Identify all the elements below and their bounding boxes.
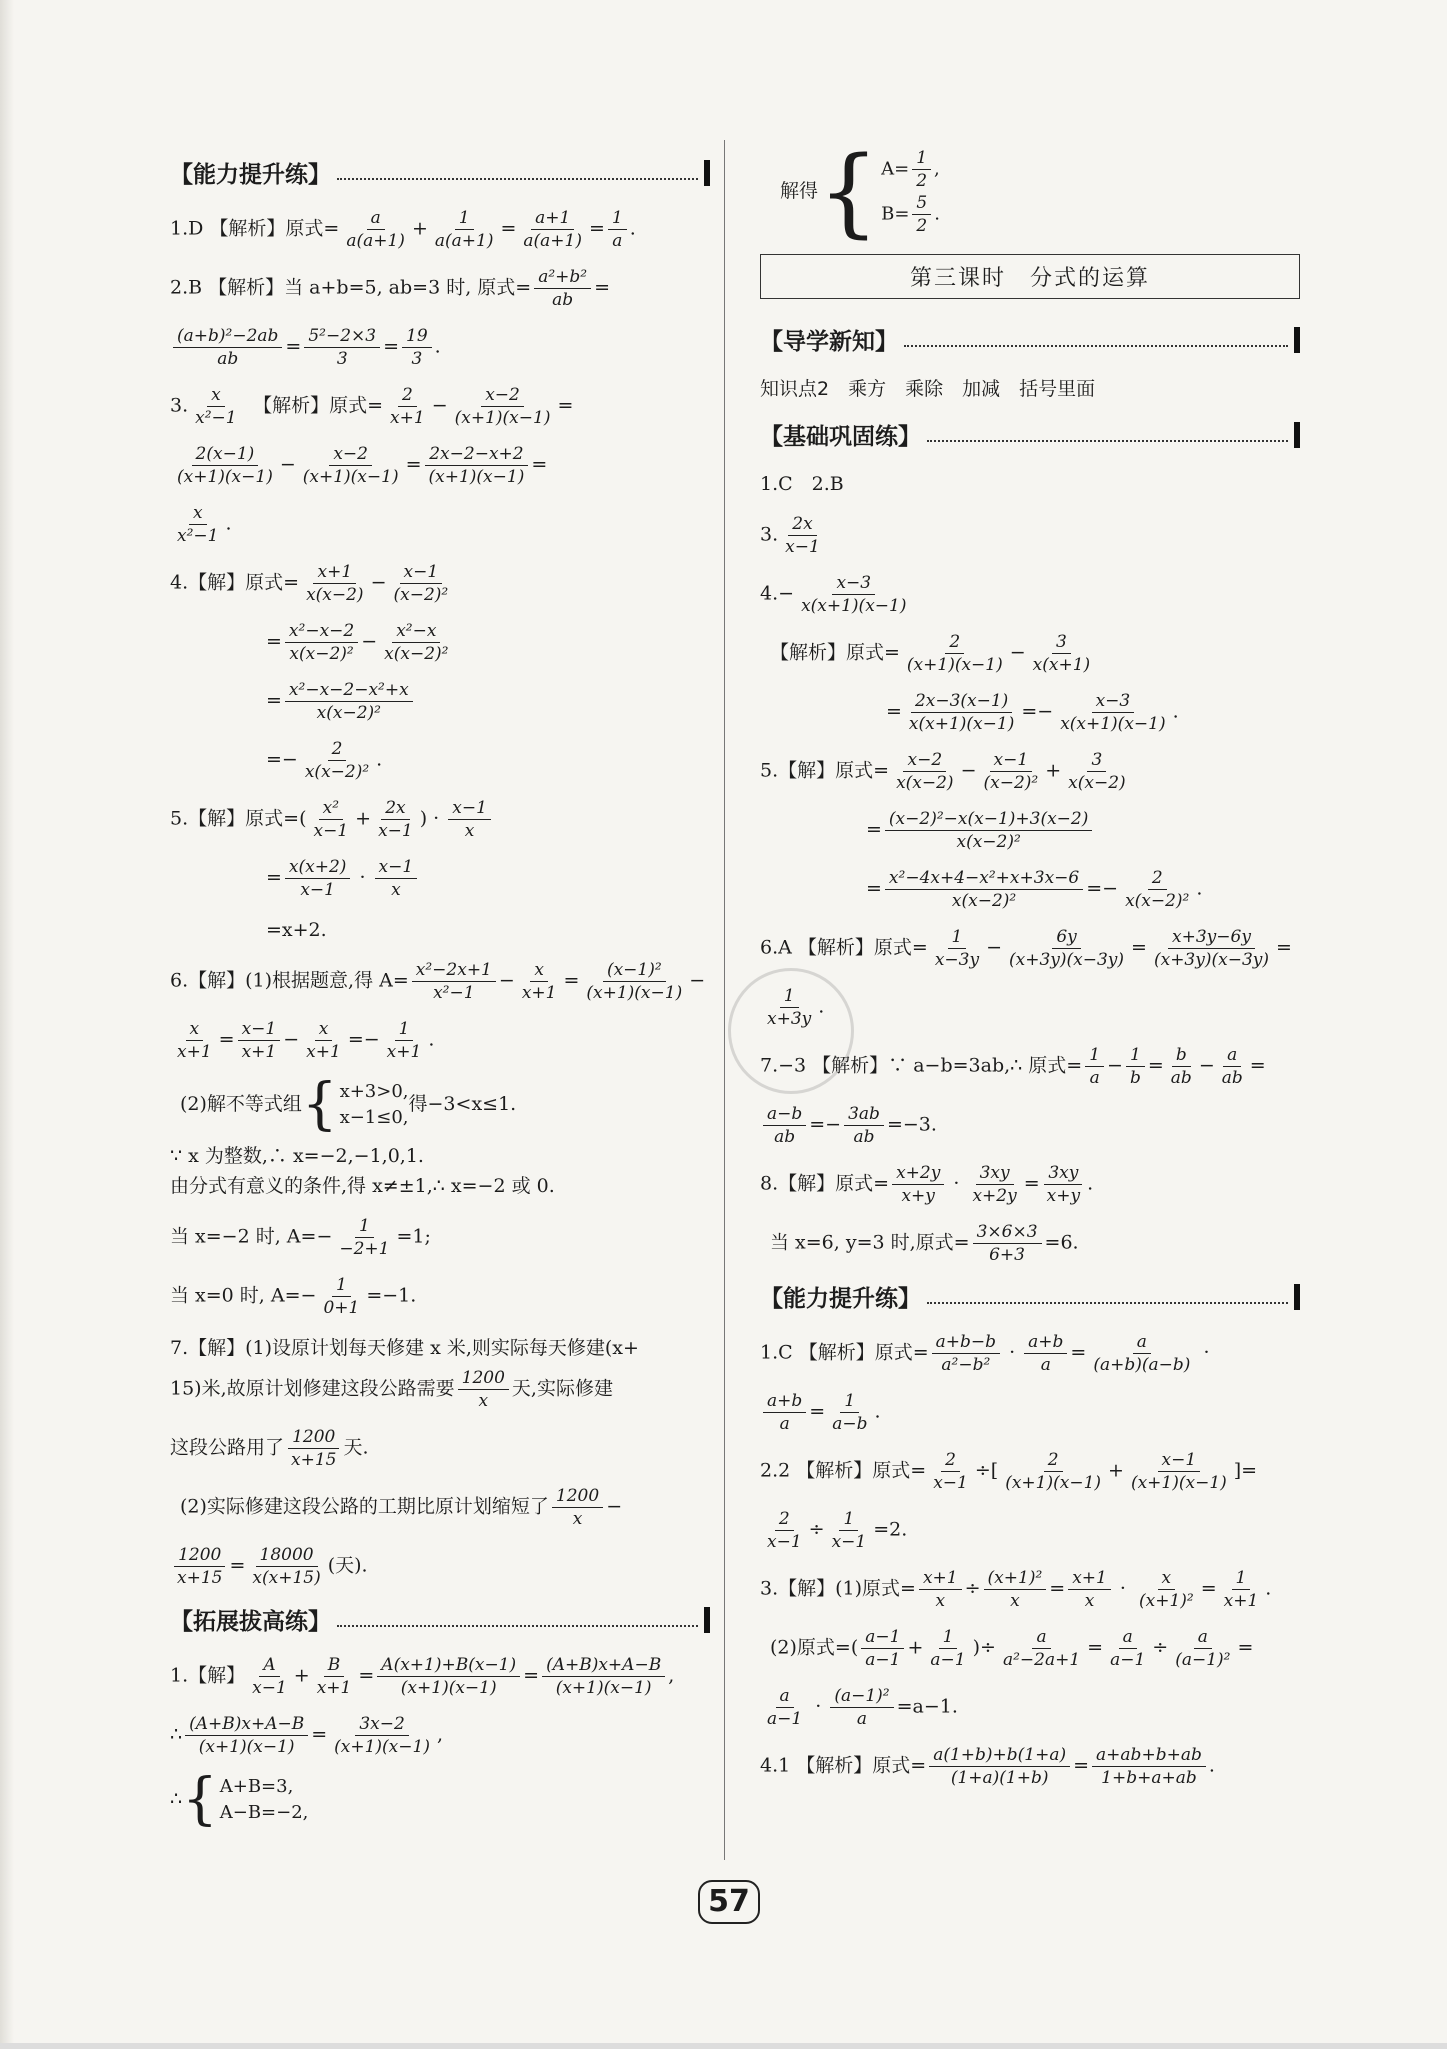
extension-1: 1.【解】 $\frac{A}{x-1}$ + $\frac{B}{x+1}$ = $\frac{A(x+1)+B(x-1)}{(x+1)(x-1)}$ = $\frac{(A+B)x+A-B}{(x+1)(x-1)}$ ,: [170, 1655, 675, 1698]
section-header-guide: 【导学新知】: [760, 323, 1300, 356]
answer-6-part2: (2)解不等式组 { x+3>0, x−1≤0, 得−3<x≤1.: [180, 1072, 517, 1137]
right-column: [760, 136, 1300, 1803]
ability-2-end: $\frac{2}{x-1}$ ÷ $\frac{1}{x-1}$ =2.: [767, 1509, 908, 1552]
ability-4: 4.1 【解析】原式= $\frac{a(1+b)+b(1+a)}{(1+a)(1+b)}$ = $\frac{a+ab+b+ab}{1+b+a+ab}$ .: [760, 1745, 1215, 1788]
basic-4-analysis: 【解析】原式= $\frac{2}{(x+1)(x-1)}$ − $\frac{3}{x(x+1)}$: [770, 632, 1091, 675]
basic-5: 5.【解】原式= $\frac{x-2}{x(x-2)}$ − $\frac{x-1}{\text{(x−2)²}}$ + $\frac{3}{x(x-2)}$: [760, 750, 1126, 793]
column-divider: [724, 140, 725, 1860]
basic-7: 7.−3 【解析】∵ a−b=3ab,∴ 原式= $\frac{1}{a}$ − $\frac{1}{b}$ = $\frac{b}{ab}$ − $\frac{a}{ab}$ =: [760, 1045, 1266, 1088]
answer-3: 3. $\frac{x}{\text{x²−1}}$ 【解析】原式= $\frac{2}{x+1}$ − $\frac{x-2}{(x+1)(x-1)}$ =: [170, 385, 574, 428]
basic-8-eval: 当 x=6, y=3 时,原式= $\frac{3\times 6\times 3}{6+3}$ =6.: [770, 1222, 1079, 1265]
basic-5-step3: = $\frac{\text{x²−4x+4−x²+x+3x−6}}{\text{x(x−2)²}}$ =− $\frac{2}{\text{x(x−2)²}}$ .: [866, 868, 1203, 911]
section-header-basic: 【基础巩固练】: [760, 418, 1300, 451]
solution-system: 解得 { A= $\frac{1}{2}$ , B= $\frac{5}{2}$ .: [780, 136, 940, 248]
basic-5-step2: = $\frac{\text{(x−2)²−x(x−1)+3(x−2)}}{\text{x(x−2)²}}$: [760, 808, 1300, 853]
answer-7: 7.【解】(1)设原计划每天修建 x 米,则实际每天修建(x+: [170, 1337, 639, 1359]
ability-1-end: $\frac{a+b}{a}$ = $\frac{1}{a-b}$ .: [760, 1390, 1300, 1435]
knowledge-point: 知识点2 乘方 乘除 加减 括号里面: [760, 378, 1096, 400]
answer-6-integer: ∵ x 为整数,∴ x=−2,−1,0,1.: [170, 1145, 424, 1167]
answer-6: 6.【解】(1)根据题意,得 A= $\frac{\text{x²−2x+1}}{\text{x²−1}}$ − $\frac{x}{x+1}$ = $\frac{\text{(x−1)²}}{(x+1)(x-1)}$ −: [170, 960, 706, 1003]
ability-3: 3.【解】(1)原式= $\frac{x+1}{x}$ ÷ $\frac{\text{(x+1)²}}{x}$ = $\frac{x+1}{x}$ · $\frac{x}{\text{(x+1)²}}$ = $\frac{1}{x+1}$ .: [760, 1568, 1272, 1611]
ability-2: 2.2 【解析】原式= $\frac{2}{x-1}$ ÷[ $\frac{2}{(x+1)(x-1)}$ + $\frac{x-1}{(x+1)(x-1)}$ ]=: [760, 1450, 1258, 1493]
basic-8: 8.【解】原式= $\frac{x+2y}{x+y}$ · $\frac{3xy}{x+2y}$ = $\frac{3xy}{x+y}$ .: [760, 1163, 1094, 1206]
answer-7-cont2: 这段公路用了 $\frac{1200}{x+15}$ 天.: [170, 1427, 369, 1470]
answer-6-case2: 当 x=0 时, A=− $\frac{1}{0+1}$ =−1.: [170, 1275, 417, 1318]
section-header-ability-2: 【能力提升练】: [760, 1280, 1300, 1313]
stamp-seal: [728, 968, 854, 1094]
extension-1-system: ∴ { A+B=3, A−B=−2,: [170, 1767, 309, 1832]
basic-6: 6.A 【解析】原式= $\frac{1}{x-3y}$ − $\frac{6y}{(x+3y)(x-3y)}$ = $\frac{x+3y-6y}{(x+3y)(x-3y)}$ =: [760, 927, 1292, 970]
basic-1-2: 1.C 2.B: [760, 473, 844, 495]
answer-2: 2.B 【解析】当 a+b=5, ab=3 时, 原式= $\frac{\text{a²+b²}}{ab}$ =: [170, 267, 611, 310]
page-number: 57: [698, 1880, 760, 1924]
answer-3-end: $\frac{x}{\text{x²−1}}$ .: [177, 503, 232, 546]
answer-7-cont: 15)米,故原计划修建这段公路需要 $\frac{1200}{x}$ 天,实际修建: [170, 1368, 613, 1411]
basic-7-end: $\frac{a-b}{ab}$ =− $\frac{3ab}{ab}$ =−3.: [760, 1103, 1300, 1148]
answer-6-cont: $\frac{x}{x+1}$ = $\frac{x-1}{x+1}$ − $\frac{x}{x+1}$ =− $\frac{1}{x+1}$ .: [177, 1019, 435, 1062]
answer-3-cont: $\frac{2(x-1)}{(x+1)(x-1)}$ − $\frac{x-2}{(x+1)(x-1)}$ = $\frac{2x-2-x+2}{(x+1)(x-1)}$ =: [177, 444, 548, 487]
basic-6-end: $\frac{1}{x+3y}$ .: [767, 986, 825, 1029]
torn-edge: [0, 0, 14, 2049]
answer-5-step3: =x+2.: [266, 919, 327, 941]
extension-1-cont: ∴ $\frac{(A+B)x+A-B}{(x+1)(x-1)}$ = $\frac{3x-2}{(x+1)(x-1)}$ ,: [170, 1714, 444, 1757]
bottom-edge: [0, 2043, 1447, 2049]
basic-4: 4.− $\frac{x-3}{x(x+1)(x-1)}$: [760, 573, 907, 616]
answer-6-case1: 当 x=−2 时, A=− $\frac{1}{-2+1}$ =1;: [170, 1216, 431, 1259]
answer-6-condition: 由分式有意义的条件,得 x≠±1,∴ x=−2 或 0.: [170, 1175, 555, 1197]
section-header-ability: 【能力提升练】: [170, 156, 710, 189]
answer-4-step2: = $\frac{\text{x²−x−2}}{\text{x(x−2)²}}$ − $\frac{\text{x²−x}}{\text{x(x−2)²}}$: [266, 621, 449, 664]
answer-5: 5.【解】原式=( $\frac{\text{x²}}{x-1}$ + $\frac{2x}{x-1}$ ) · $\frac{x-1}{x}$: [170, 797, 710, 842]
left-column: [170, 150, 710, 1842]
basic-3: 3. $\frac{2x}{x-1}$: [760, 514, 820, 557]
basic-4-step2: = $\frac{2x-3(x-1)}{x(x+1)(x-1)}$ =− $\frac{x-3}{x(x+1)(x-1)}$ .: [886, 691, 1179, 734]
lesson-title: 第三课时 分式的运算: [760, 254, 1300, 299]
answer-4: 4.【解】原式= $\frac{x+1}{x(x-2)}$ − $\frac{x-1}{\text{(x−2)²}}$: [170, 562, 449, 605]
ability-3-part2: (2)原式=( $\frac{a-1}{a-1}$ + $\frac{1}{a-1}$ )÷ $\frac{a}{\text{a²−2a+1}}$ = $\frac{a}{a-1}$ ÷ $\frac{a}{\text{(a−1)²}}$ =: [770, 1627, 1254, 1670]
ability-3-end: $\frac{a}{a-1}$ · $\frac{\text{(a−1)²}}{a}$ =a−1.: [767, 1686, 958, 1729]
answer-2-cont: $\frac{\text{(a+b)²−2ab}}{ab}$ = $\frac{\text{5²−2×3}}{3}$ = $\frac{19}{3}$ .: [170, 325, 710, 370]
answer-7-end: $\frac{1200}{x+15}$ = $\frac{18000}{x(x+15)}$ (天).: [170, 1544, 710, 1589]
answer-7-part2: (2)实际修建这段公路的工期比原计划缩短了 $\frac{1200}{x}$ −: [180, 1486, 623, 1529]
answer-1: 1.D 【解析】原式= $\frac{a}{a(a+1)}$ + $\frac{1}{a(a+1)}$ = $\frac{a+1}{a(a+1)}$ = $\frac{1}{a}$ .: [170, 208, 636, 251]
answer-5-step2: = $\frac{x(x+2)}{x-1}$ · $\frac{x-1}{x}$: [170, 856, 710, 901]
answer-4-step4: =− $\frac{2}{\text{x(x−2)²}}$ .: [266, 739, 383, 782]
answer-4-step3: = $\frac{\text{x²−x−2−x²+x}}{\text{x(x−2)²}}$: [170, 679, 710, 724]
section-header-extension: 【拓展拔高练】: [170, 1603, 710, 1636]
ability-1: 1.C 【解析】原式= $\frac{a+b-b}{\text{a²−b²}}$ · $\frac{a+b}{a}$ = $\frac{a}{(a+b)(a-b)}$ ·: [760, 1332, 1210, 1375]
